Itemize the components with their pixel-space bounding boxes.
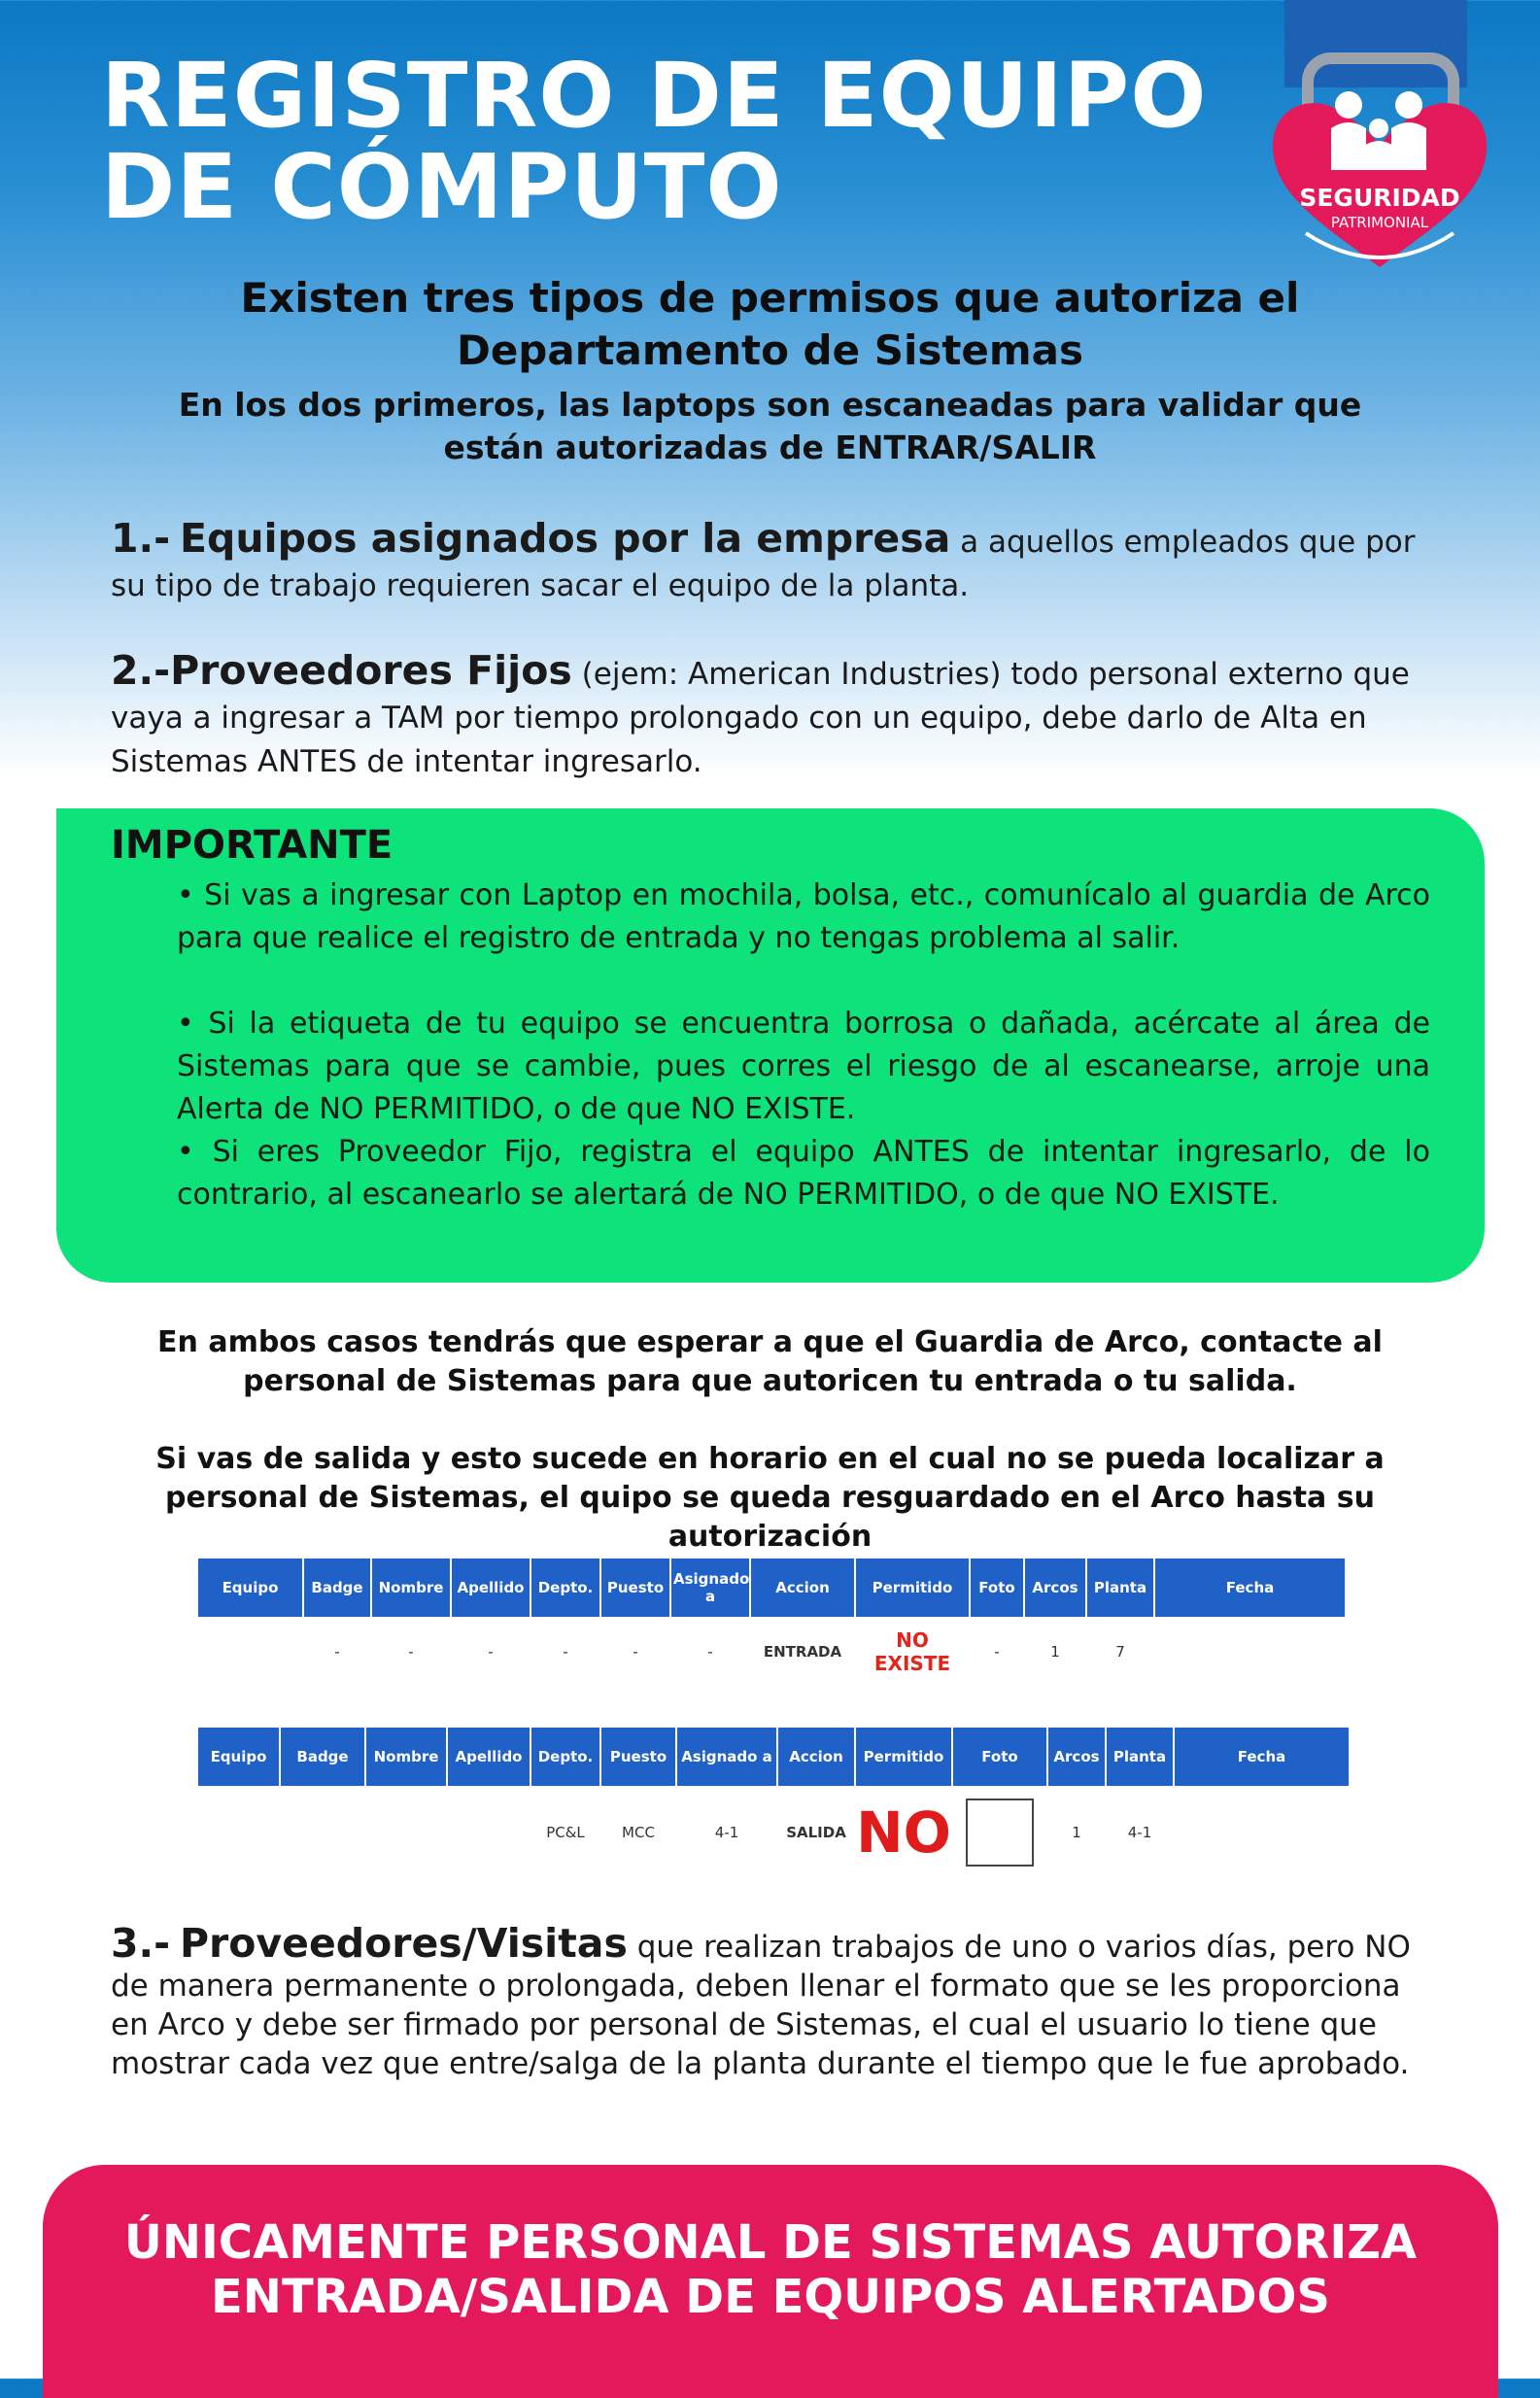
intro-subheading: En los dos primeros, las laptops son escaneadas para validar que están autorizadas de ENTRAR/SALIR bbox=[178, 386, 1362, 466]
item-1-number: 1.- bbox=[111, 515, 171, 562]
table-cell: - bbox=[994, 1643, 1000, 1661]
column-header: Apellido bbox=[451, 1559, 530, 1617]
important-bullet-1: • Si vas a ingresar con Laptop en mochila, bolsa, etc., comunícalo al guardia de Arco para que realice el registro de entrada y no tengas problema al salir. bbox=[177, 878, 1430, 955]
column-header: Foto bbox=[952, 1728, 1047, 1786]
column-header: Permitido bbox=[855, 1559, 970, 1617]
footer-text bbox=[43, 2215, 1498, 2324]
permitido-status: NO bbox=[856, 1799, 951, 1866]
table-cell: 1 bbox=[1050, 1643, 1060, 1661]
title-line-2: DE CÓMPUTO bbox=[101, 135, 783, 239]
foto-cell bbox=[952, 1786, 1047, 1879]
column-header: Depto. bbox=[530, 1728, 600, 1786]
page-title bbox=[101, 44, 1208, 239]
accion-cell: SALIDA bbox=[786, 1824, 846, 1841]
table-header-row bbox=[198, 1728, 1349, 1786]
title-line-1: REGISTRO DE EQUIPO bbox=[101, 44, 1208, 148]
footer-line-1: ÚNICAMENTE PERSONAL DE SISTEMAS AUTORIZA bbox=[123, 2215, 1418, 2270]
permitido-status: NO EXISTE bbox=[873, 1628, 951, 1675]
item-2 bbox=[111, 649, 1442, 784]
logo-text-main: SEGURIDAD bbox=[1299, 184, 1460, 212]
column-header: Planta bbox=[1106, 1728, 1174, 1786]
important-bullet-2: • Si la etiqueta de tu equipo se encuentra borrosa o dañada, acércate al área de Sistemas para que se cambie, pues corres el riesgo de al escanearse, arroje una Alerta de NO PERMITIDO, o de que NO EXISTE. bbox=[177, 1007, 1430, 1126]
column-header: Equipo bbox=[198, 1559, 303, 1617]
footer-banner bbox=[43, 2165, 1498, 2398]
item-1-text: a aquellos empleados que por su tipo de trabajo requieren sacar el equipo de la planta. bbox=[111, 525, 1416, 603]
column-header: Planta bbox=[1086, 1559, 1154, 1617]
column-header: Asignado a bbox=[670, 1559, 750, 1617]
column-header: Puesto bbox=[600, 1728, 676, 1786]
footer-line-2: ENTRADA/SALIDA DE EQUIPOS ALERTADOS bbox=[211, 2270, 1330, 2324]
table-cell: - bbox=[408, 1643, 414, 1661]
item-2-lead: Proveedores Fijos bbox=[170, 647, 572, 694]
important-box bbox=[56, 808, 1485, 1283]
logo-text-sub: PATRIMONIAL bbox=[1330, 214, 1429, 231]
column-header: Badge bbox=[303, 1559, 371, 1617]
important-title: IMPORTANTE bbox=[111, 823, 394, 868]
table-cell bbox=[1174, 1786, 1349, 1879]
permitido-cell bbox=[855, 1786, 952, 1879]
column-header: Equipo bbox=[198, 1728, 280, 1786]
table-cell: - bbox=[563, 1643, 568, 1661]
column-header: Foto bbox=[970, 1559, 1024, 1617]
table-cell: - bbox=[334, 1643, 340, 1661]
item-1-lead: Equipos asignados por la empresa bbox=[179, 515, 951, 562]
table-cell bbox=[198, 1617, 303, 1687]
column-header: Fecha bbox=[1154, 1559, 1345, 1617]
table-header-row bbox=[198, 1559, 1345, 1617]
table-cell: PC&L bbox=[546, 1824, 585, 1841]
column-header: Permitido bbox=[855, 1728, 952, 1786]
item-2-text: (ejem: American Industries) todo personal externo que vaya a ingresar a TAM por tiempo prolongado con un equipo, debe darlo de Alta en Sistemas ANTES de intentar ingresarlo. bbox=[111, 657, 1410, 779]
permitido-cell bbox=[855, 1617, 970, 1687]
table-cell bbox=[365, 1786, 447, 1879]
item-3 bbox=[111, 1920, 1442, 2083]
important-bullet-3: • Si eres Proveedor Fijo, registra el equipo ANTES de intentar ingresarlo, de lo contrario, al escanearlo se alertará de NO PERMITIDO, o de que NO EXISTE. bbox=[177, 1135, 1430, 1212]
table-cell: - bbox=[633, 1643, 638, 1661]
scan-table-salida bbox=[198, 1728, 1349, 1879]
table-cell: MCC bbox=[622, 1824, 655, 1841]
table-row bbox=[198, 1786, 1349, 1879]
item-3-lead: Proveedores/Visitas bbox=[179, 1920, 628, 1967]
table-cell bbox=[1154, 1617, 1345, 1687]
column-header: Fecha bbox=[1174, 1728, 1349, 1786]
column-header: Accion bbox=[777, 1728, 855, 1786]
item-3-number: 3.- bbox=[111, 1920, 171, 1967]
scan-table-entrada bbox=[198, 1559, 1345, 1687]
table-cell: 4-1 bbox=[1127, 1824, 1152, 1841]
column-header: Asignado a bbox=[676, 1728, 777, 1786]
seguridad-patrimonial-logo bbox=[1263, 39, 1496, 282]
table-cell: 1 bbox=[1072, 1824, 1081, 1841]
note-exit: Si vas de salida y esto sucede en horario en el cual no se pueda localizar a personal de Sistemas, el quipo se queda resguardado en el Arco hasta su autorización bbox=[155, 1442, 1385, 1554]
accion-cell: ENTRADA bbox=[763, 1643, 842, 1661]
column-header: Arcos bbox=[1024, 1559, 1086, 1617]
table-cell bbox=[447, 1786, 530, 1879]
column-header: Nombre bbox=[365, 1728, 447, 1786]
column-header: Depto. bbox=[530, 1559, 600, 1617]
table-cell bbox=[198, 1786, 280, 1879]
column-header: Apellido bbox=[447, 1728, 530, 1786]
item-1 bbox=[111, 517, 1442, 608]
intro-heading: Existen tres tipos de permisos que autoriza el Departamento de Sistemas bbox=[240, 274, 1300, 374]
column-header: Accion bbox=[750, 1559, 855, 1617]
table-row bbox=[198, 1617, 1345, 1687]
note-waiting: En ambos casos tendrás que esperar a que el Guardia de Arco, contacte al personal de Sistemas para que autoricen tu entrada o tu salida. bbox=[157, 1325, 1383, 1398]
table-cell: 4-1 bbox=[714, 1824, 739, 1841]
table-cell: - bbox=[488, 1643, 494, 1661]
column-header: Badge bbox=[280, 1728, 365, 1786]
column-header: Arcos bbox=[1047, 1728, 1106, 1786]
table-cell: 7 bbox=[1115, 1643, 1125, 1661]
table-cell bbox=[280, 1786, 365, 1879]
item-3-text: que realizan trabajos de uno o varios días, pero NO de manera permanente o prolongada, deben llenar el formato que se les proporciona en Arco y debe ser firmado por personal de Sistemas, el cual el usuario lo tiene que mostrar cada vez que entre/salga de la planta durante el tiempo que le fue aprobado. bbox=[111, 1930, 1411, 2081]
column-header: Puesto bbox=[600, 1559, 670, 1617]
table-cell: - bbox=[707, 1643, 713, 1661]
column-header: Nombre bbox=[371, 1559, 451, 1617]
photo-placeholder bbox=[966, 1798, 1034, 1867]
item-2-number: 2.- bbox=[111, 647, 171, 694]
